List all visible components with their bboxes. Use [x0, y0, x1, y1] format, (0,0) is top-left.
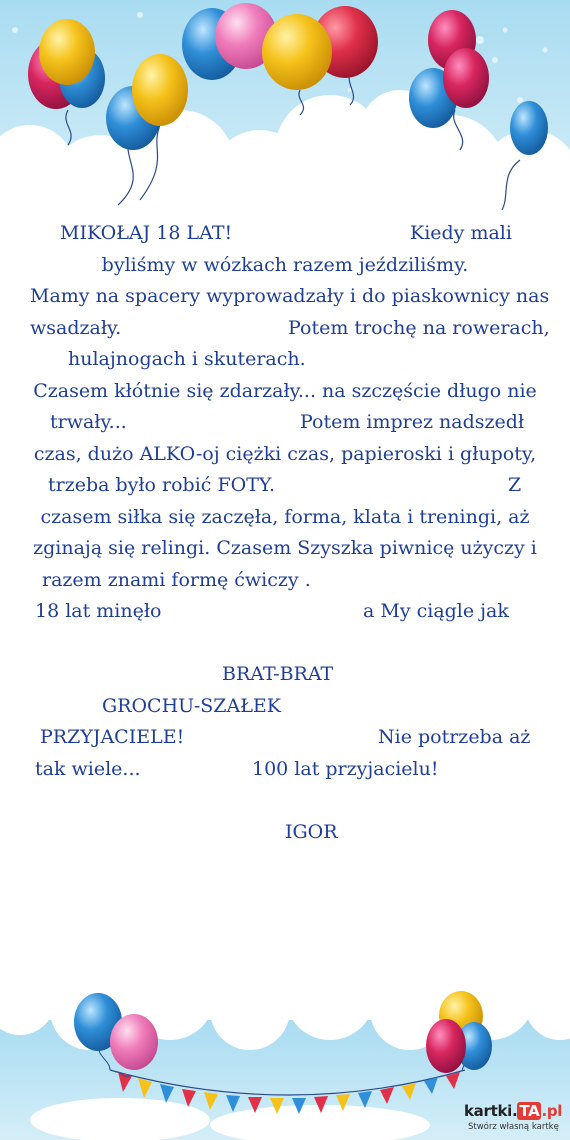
message-text: MIKOŁAJ 18 LAT! [60, 222, 233, 244]
message-text: Potem trochę na rowerach, [288, 316, 550, 339]
message-text: Czasem kłótnie się zdarzały... na szczęście długo nie [33, 379, 537, 402]
message-text: tak wiele... [35, 757, 141, 780]
message-line [30, 628, 540, 660]
message-line [30, 817, 540, 849]
message-line [30, 754, 540, 786]
message-line [30, 250, 540, 282]
kartki-logo[interactable] [462, 1098, 570, 1140]
logo-tagline: Stwórz własną kartkę [468, 1122, 559, 1132]
card-message [30, 218, 550, 848]
balloon-icon [39, 19, 95, 85]
balloon-icon [443, 48, 489, 108]
message-text: byliśmy w wózkach razem jeździliśmy. [101, 253, 469, 276]
message-text: razem znami formę ćwiczy . [42, 568, 311, 591]
message-line [30, 659, 540, 691]
message-line [30, 596, 540, 628]
message-text: czasem siłka się zaczęła, forma, klata i treningi, aż [40, 505, 530, 528]
balloon-icon [426, 1019, 466, 1073]
message-text: hulajnogach i skuterach. [68, 348, 306, 370]
message-text: wsadzały. [30, 316, 122, 339]
message-line [30, 439, 540, 471]
message-line [30, 785, 540, 817]
balloon-icon [262, 14, 332, 90]
message-text: BRAT-BRAT [222, 663, 334, 685]
message-text: PRZYJACIELE! [40, 726, 185, 748]
message-line [30, 502, 540, 534]
message-line [30, 313, 550, 345]
balloon-icon [510, 101, 548, 155]
balloon-icon [132, 54, 188, 126]
message-line [30, 565, 540, 597]
message-text: trzeba było robić FOTY. [48, 474, 276, 496]
message-line [30, 344, 540, 376]
message-text: 18 lat minęło [35, 600, 162, 622]
message-line [30, 533, 540, 565]
message-line [30, 218, 540, 250]
message-line [30, 407, 540, 439]
message-text: GROCHU-SZAŁEK [102, 694, 281, 717]
message-text: czas, dużo ALKO-oj ciężki czas, papieroski i głupoty, [33, 442, 537, 465]
message-text: trwały... [50, 411, 127, 433]
message-line [30, 376, 540, 408]
message-line [30, 691, 540, 723]
message-text: 100 lat przyjacielu! [252, 757, 439, 780]
message-text: IGOR [285, 820, 338, 843]
balloon-icon [110, 1014, 158, 1070]
message-text: Nie potrzeba aż [378, 726, 531, 748]
logo-wordmark: kartki. TA .pl [464, 1102, 563, 1120]
message-text: a My ciągle jak [363, 600, 509, 622]
message-text: zginają się relingi. Czasem Szyszka piwnicę użyczy i [33, 537, 537, 559]
message-text: Z [508, 474, 522, 496]
message-line [30, 722, 540, 754]
message-line [30, 281, 550, 313]
message-text: Potem imprez nadszedł [300, 411, 525, 433]
message-line [30, 470, 540, 502]
message-text: Kiedy mali [410, 222, 512, 244]
message-text: Mamy na spacery wyprowadzały i do piaskownicy nas [30, 285, 550, 307]
